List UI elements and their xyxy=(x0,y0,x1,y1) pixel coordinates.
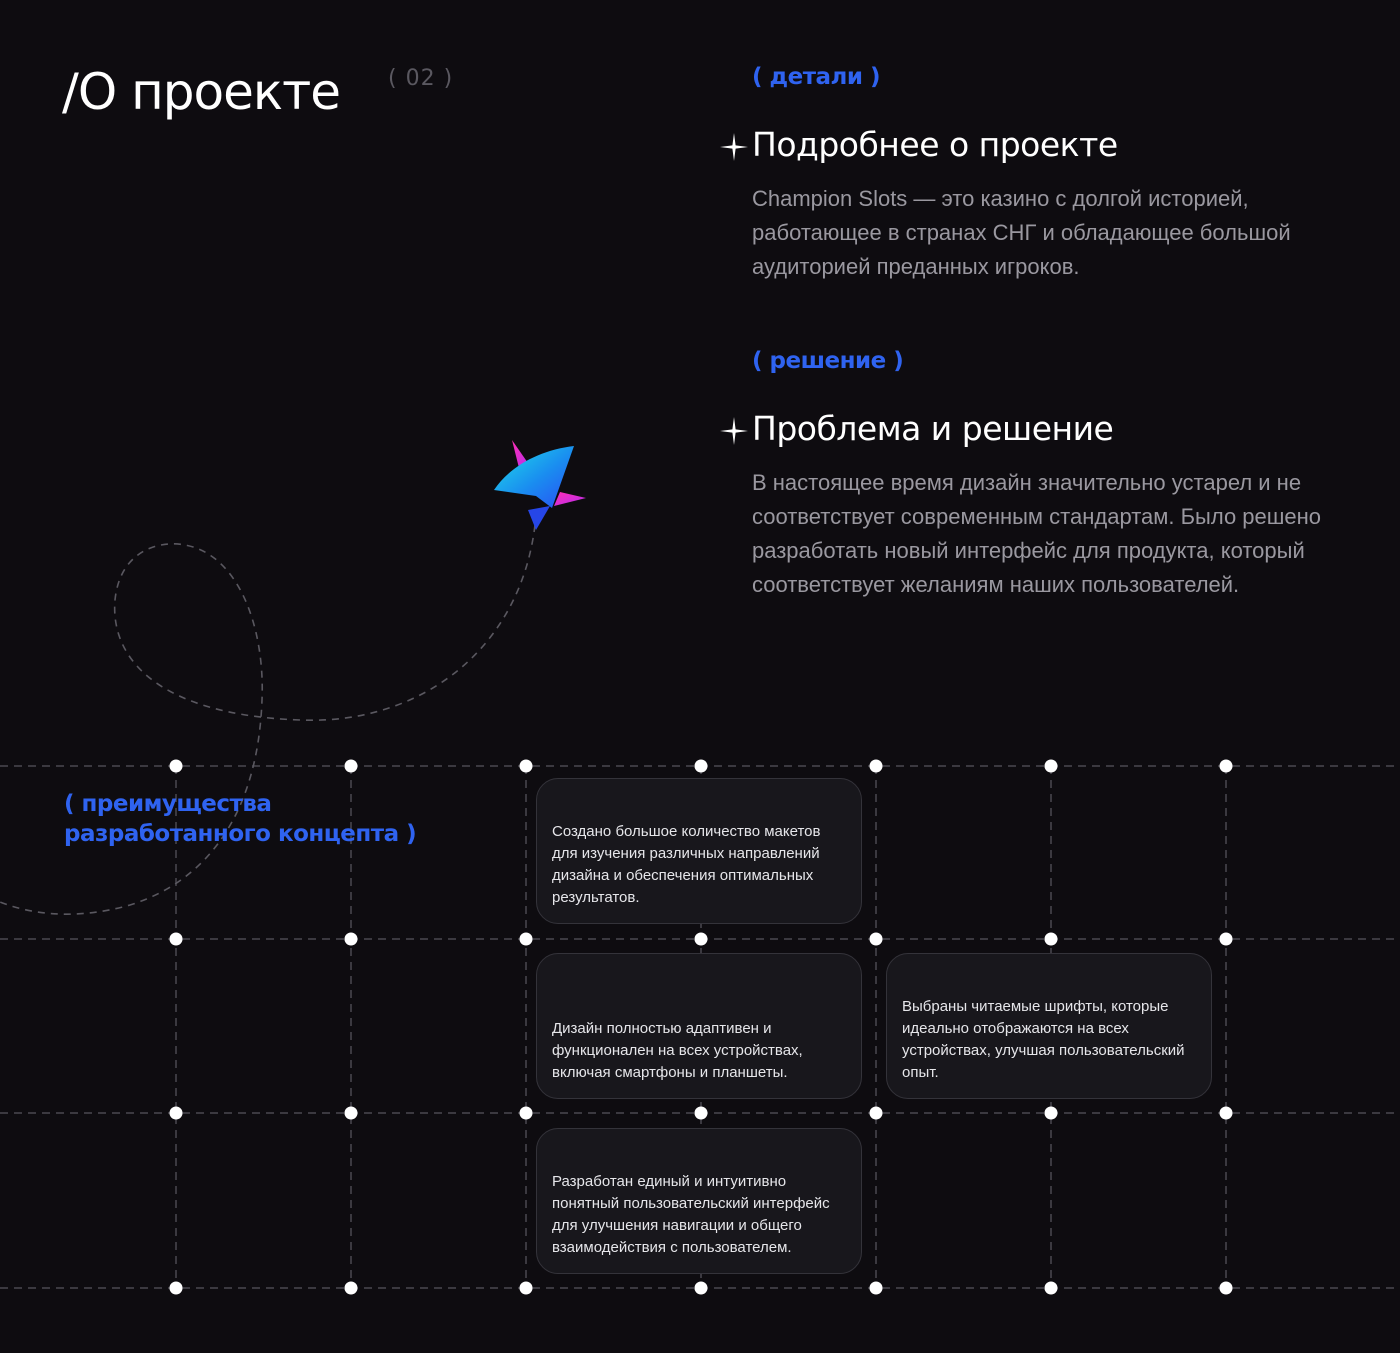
solution-text: В настоящее время дизайн значительно устарел и не соответствует современным стандартам. Было решено разработать новый интерфейс для продукта, который соответствует желаниям наших пользователей. xyxy=(752,470,1322,597)
advantage-card xyxy=(536,953,862,1099)
page-title: /О проекте xyxy=(62,63,340,121)
advantage-card xyxy=(886,953,1212,1099)
advantage-card-text: Разработан единый и интуитивно понятный пользовательский интерфейс для улучшения навигации и общего взаимодействия с пользователем. xyxy=(552,1173,830,1256)
sparkle-icon xyxy=(719,416,749,446)
advantages-tag-line2: разработанного концепта ) xyxy=(64,821,417,847)
advantage-card-text: Создано большое количество макетов для изучения различных направлений дизайна и обеспечения оптимальных результатов. xyxy=(552,823,821,906)
advantage-card xyxy=(536,778,862,924)
details-text: Champion Slots — это казино с долгой историей, работающее в странах СНГ и обладающее большой аудиторией преданных игроков. xyxy=(752,186,1291,279)
solution-tag: ( решение ) xyxy=(752,348,904,374)
details-heading: Подробнее о проекте xyxy=(752,125,1118,164)
advantages-tag-line1: ( преимущества xyxy=(64,791,272,817)
star-logo-icon xyxy=(490,436,590,532)
advantage-card xyxy=(536,1128,862,1274)
sparkle-icon xyxy=(719,132,749,162)
advantage-card-text: Выбраны читаемые шрифты, которые идеально отображаются на всех устройствах, улучшая пользовательский опыт. xyxy=(902,998,1185,1081)
solution-heading: Проблема и решение xyxy=(752,409,1114,448)
advantages-tag xyxy=(64,789,416,849)
details-tag: ( детали ) xyxy=(752,64,881,90)
section-index: ( 02 ) xyxy=(388,66,454,91)
flight-path-curve xyxy=(0,525,535,914)
advantage-card-text: Дизайн полностью адаптивен и функционален на всех устройствах, включая смартфоны и планшеты. xyxy=(552,1020,803,1081)
